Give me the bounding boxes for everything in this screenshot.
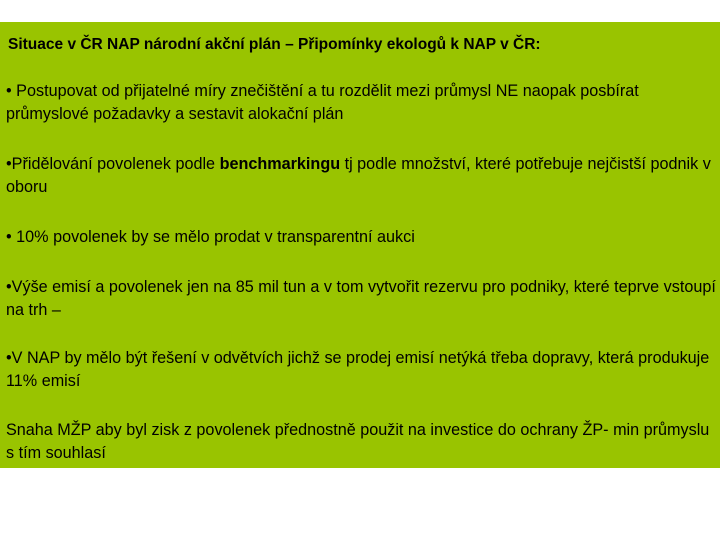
bullet-marker: •	[6, 349, 12, 367]
bullet-point-1: • Postupovat od přijatelné míry znečištění a tu rozdělit mezi průmysl NE naopak posbírat průmyslové požadavky a sestavit alokační plán	[6, 82, 639, 123]
bullet-marker: •	[6, 155, 12, 173]
bullet-marker: •	[6, 82, 12, 100]
bold-term: benchmarkingu	[219, 155, 341, 173]
bullet-point-5: •V NAP by mělo být řešení v odvětvích jichž se prodej emisí netýká třeba dopravy, která produkuje 11% emisí	[6, 349, 710, 390]
bullet-marker: •	[6, 278, 12, 296]
slide-title: Situace v ČR NAP národní akční plán – Připomínky ekologů k NAP v ČR:	[8, 36, 541, 53]
bullet-point-4: •Výše emisí a povolenek jen na 85 mil tun a v tom vytvořit rezervu pro podniky, které teprve vstoupí na trh –	[6, 278, 716, 319]
closing-paragraph: Snaha MŽP aby byl zisk z povolenek přednostně použit na investice do ochrany ŽP- min průmyslu s tím souhlasí	[6, 421, 710, 462]
bullet-marker: •	[6, 228, 12, 246]
content-panel	[0, 22, 720, 468]
bullet-point-2: •Přidělování povolenek podle benchmarkingu tj podle množství, které potřebuje nejčistší podnik v oboru	[6, 155, 711, 196]
bullet-point-3: • 10% povolenek by se mělo prodat v transparentní aukci	[6, 228, 415, 246]
